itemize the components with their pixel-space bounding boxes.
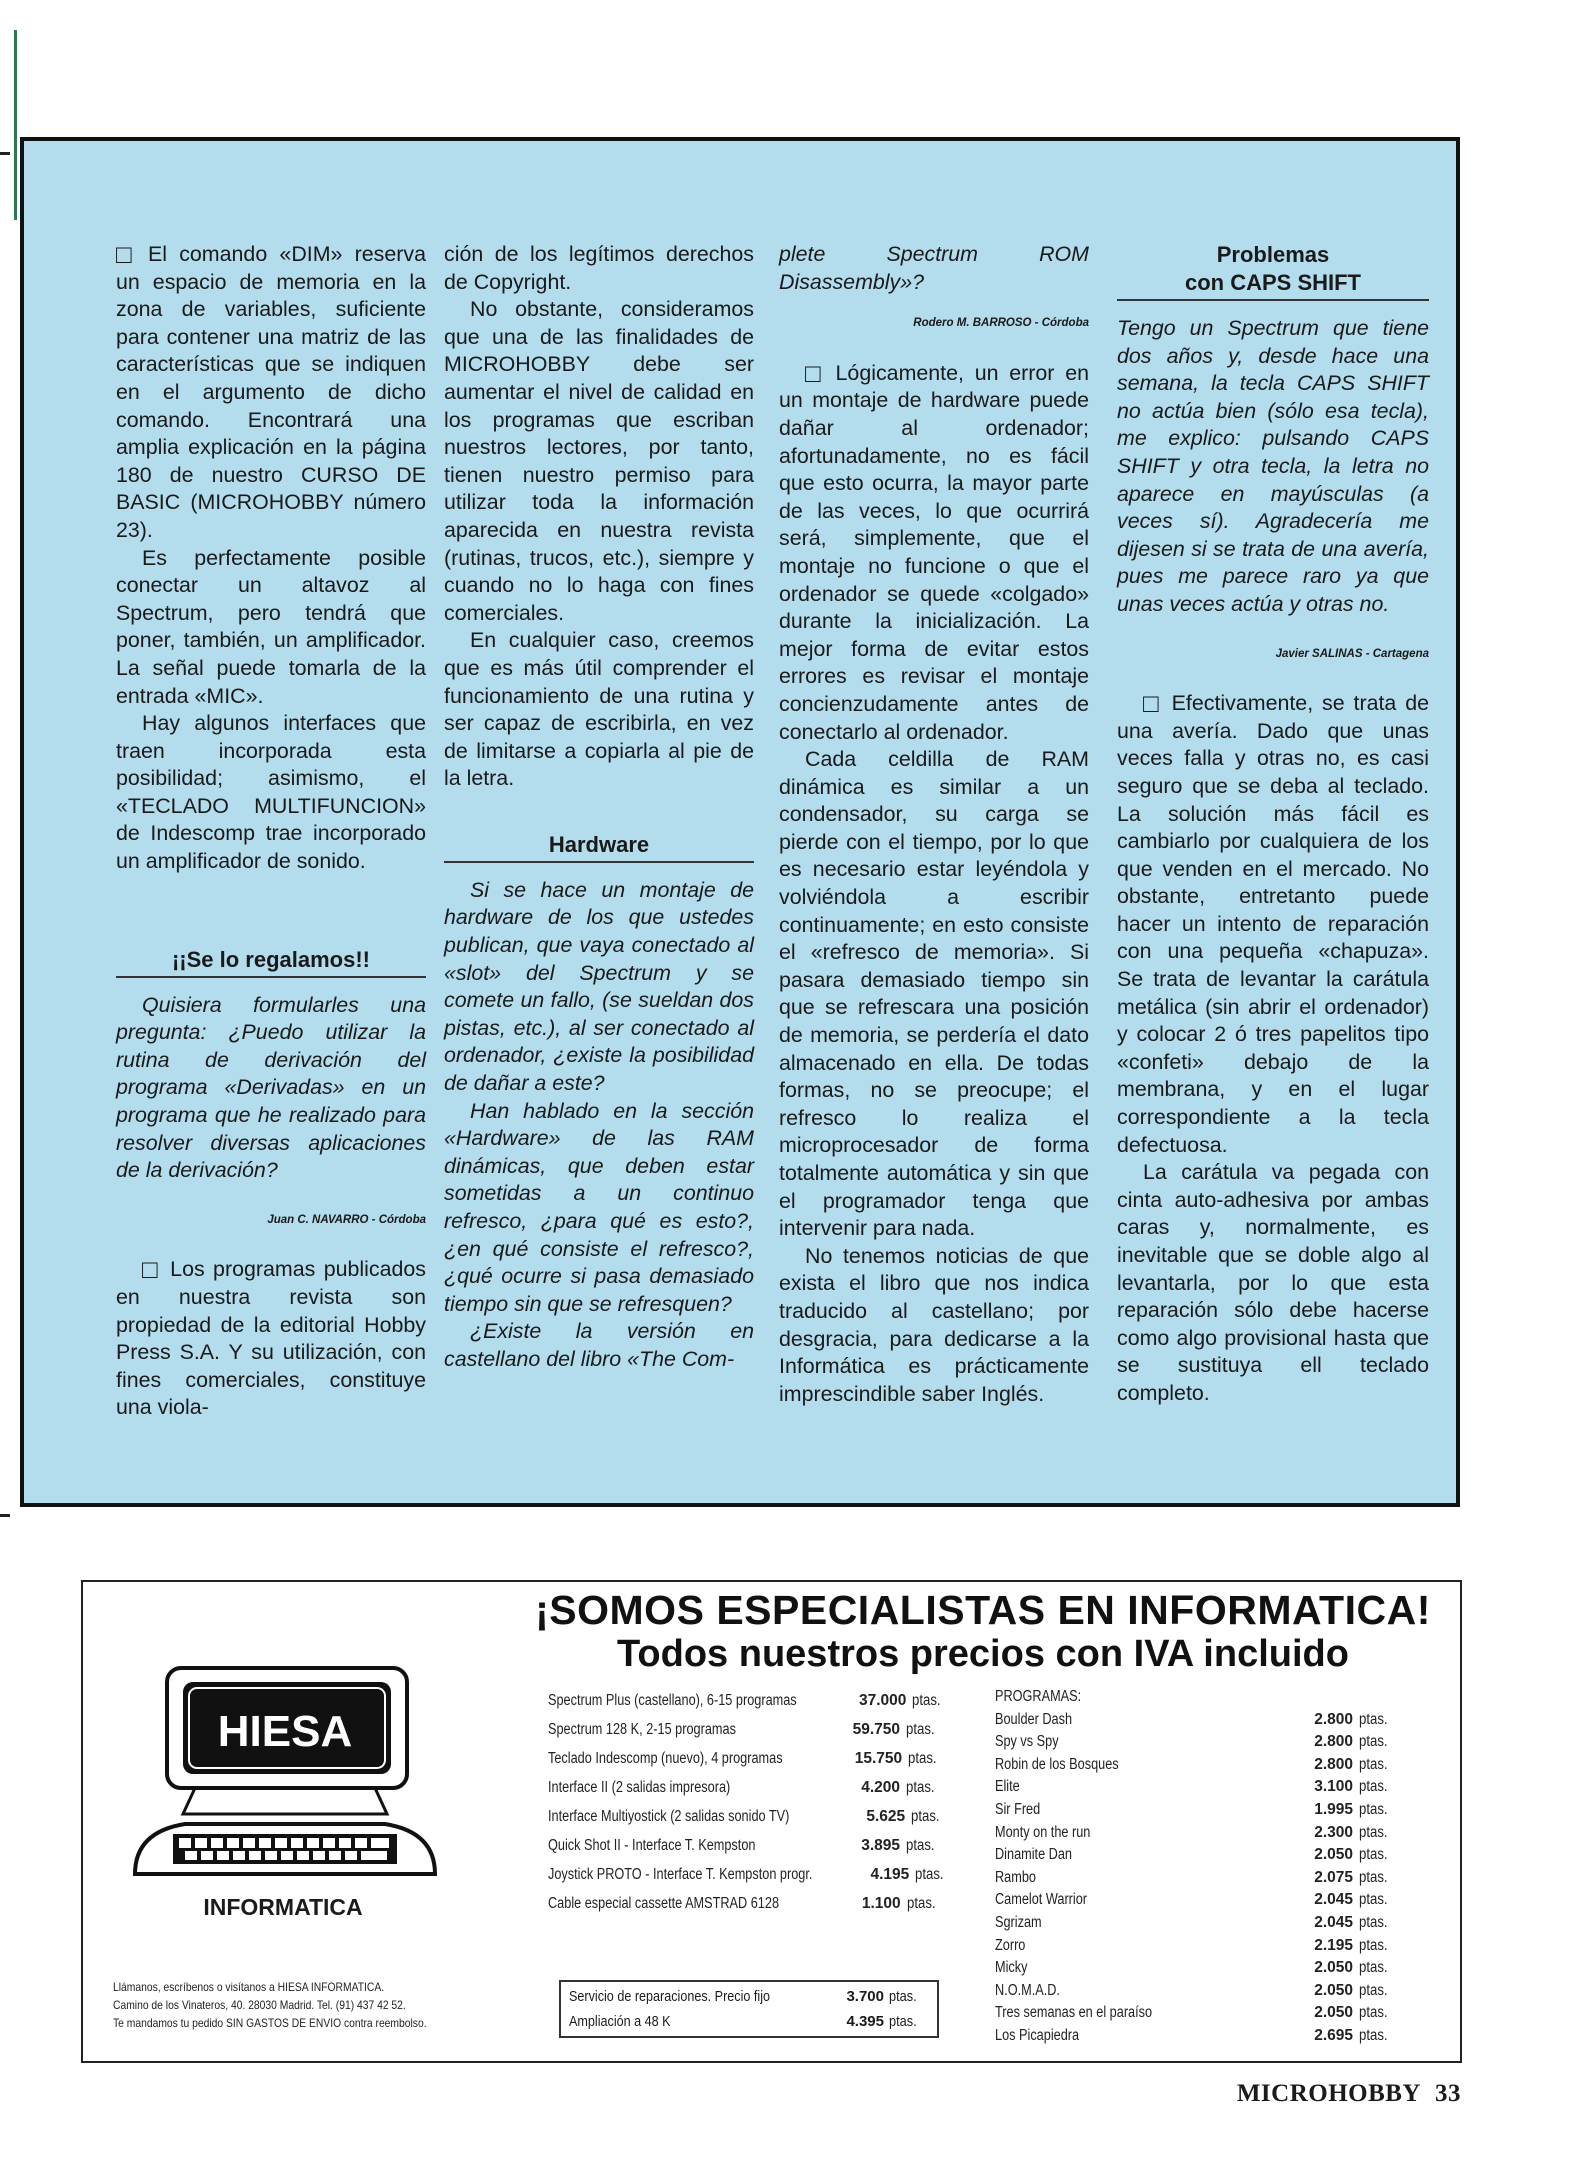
reader-question: plete Spectrum ROM Disassembly»? (779, 242, 1089, 294)
product-price: 3.700 (846, 1988, 884, 2005)
price-row (995, 1731, 1395, 1754)
product-name: Los Picapiedra (995, 2026, 1080, 2044)
price-unit: ptas. (1359, 1891, 1388, 1909)
product-price: 2.300 (1314, 1823, 1353, 1841)
section-heading: ¡¡Se lo regalamos!! (116, 946, 426, 978)
programs-price-list (995, 1686, 1395, 2048)
magazine-name: MICROHOBBY (1236, 2080, 1421, 2107)
price-unit: ptas. (912, 1692, 941, 1709)
price-row (995, 1754, 1395, 1777)
reader-question: Tengo un Spectrum que tiene dos años y, desde hace una semana, la tecla CAPS SHIFT no actúa bien (sólo esa tecla), me explico: pulsando CAPS SHIFT y otra tecla, la letra no aparece en mayúsculas (a veces sí). Agradecería me dijesen si se trata de una avería, pues me parece raro ya que unas veces actúa y otras no. (1117, 316, 1429, 616)
hiesa-advertisement (81, 1580, 1462, 2063)
price-row (995, 1867, 1395, 1890)
product-name: Spectrum 128 K, 2-15 programas (548, 1721, 736, 1738)
answer-paragraph: □ Efectivamente, se trata de una avería. Dado que unas veces falla y otras no, es casi seguro que se deba al teclado. La solución más fácil es cambiarlo por cualquiera de los que venden en el mercado. No obstante, entretanto puede hacer un intento de reparación con una pequeña «chapuza». Se trata de levantar la carátula metálica (sin abrir el ordenador) y colocar 2 ó tres papelitos tipo «confeti» debajo de la membrana, y en el lugar correspondiente a la tecla defectuosa. (1117, 690, 1429, 1159)
reader-signature: Rodero M. BARROSO - Córdoba (913, 317, 1089, 330)
product-name: Cable especial cassette AMSTRAD 6128 (548, 1895, 780, 1912)
reader-signature: Javier SALINAS - Cartagena (1275, 647, 1429, 660)
price-row (995, 1935, 1395, 1958)
price-row (548, 1773, 946, 1802)
price-row (995, 1844, 1395, 1867)
price-row (548, 1860, 946, 1889)
product-name: Micky (995, 1959, 1028, 1977)
reader-signature: Juan C. NAVARRO - Córdoba (267, 1213, 426, 1226)
price-unit: ptas. (1359, 1981, 1388, 1999)
reader-question: Han hablado en la sección «Hardware» de las RAM dinámicas, que deben estar sometidas a un continuo refresco, ¿para qué es esto?, ¿en qué consiste el refresco?, ¿qué ocurre si pasa demasiado tiempo sin que se refresquen? (444, 1098, 754, 1316)
price-unit: ptas. (1359, 1755, 1388, 1773)
price-row (995, 1776, 1395, 1799)
price-unit: ptas. (906, 1779, 935, 1796)
price-row (548, 1686, 946, 1715)
price-row (548, 1831, 946, 1860)
price-row (548, 1744, 946, 1773)
product-name: Monty on the run (995, 1823, 1091, 1841)
section-heading-line-1: Problemas (1216, 242, 1330, 267)
contact-line: Camino de los Vinateros, 40. 28030 Madrid. Tel. (91) 437 42 52. (113, 1998, 406, 2012)
price-unit: ptas. (906, 1837, 935, 1854)
price-unit: ptas. (1359, 1846, 1388, 1864)
product-name: Interface Multiyostick (2 salidas sonido TV) (548, 1808, 790, 1825)
ad-subtitle: Todos nuestros precios con IVA incluido (617, 1633, 1349, 1675)
price-unit: ptas. (1359, 1959, 1388, 1977)
product-price: 1.100 (861, 1895, 901, 1912)
services-box (559, 1980, 939, 2038)
product-name: Joystick PROTO - Interface T. Kempston progr. (548, 1866, 813, 1883)
answer-paragraph: La carátula va pegada con cinta auto-adhesiva por ambas caras y, normalmente, es inevitable que se doble algo al levantarla, por lo que esta reparación sólo debe hacerse como algo provisional hasta que se sustituya ell teclado completo. (1117, 1160, 1429, 1405)
answer-paragraph: No tenemos noticias de que exista el libro que nos indica traducido al castellano; por desgracia, para dedicarse a la Informática es prácticamente imprescindible saber Inglés. (779, 1243, 1089, 1406)
product-price: 59.750 (852, 1721, 900, 1738)
answer-paragraph: En cualquier caso, creemos que es más útil comprender el funcionamiento de una rutina y ser capaz de escribirla, en vez de limitarse a copiarla al pie de la letra. (444, 628, 754, 791)
answer-paragraph: Hay algunos interfaces que traen incorporada esta posibilidad; asimismo, el «TECLADO MULTIFUNCION» de Indescomp trae incorporado un amplificador de sonido. (116, 711, 426, 874)
contact-line: Llámanos, escríbenos o visítanos a HIESA INFORMATICA. (113, 1980, 385, 1994)
answer-paragraph: No obstante, consideramos que una de las finalidades de MICROHOBBY debe ser aumentar el nivel de calidad en los programas que escriban nuestros lectores, por tanto, tienen nuestro permiso para utilizar toda la información aparecida en nuestra revista (rutinas, trucos, etc.), siempre y cuando no lo haga con fines comerciales. (444, 297, 754, 625)
letters-column-4 (1117, 241, 1429, 1408)
hardware-price-list (548, 1686, 946, 1918)
price-unit: ptas. (1359, 2026, 1388, 2044)
edge-tick (0, 152, 10, 155)
section-heading (1117, 241, 1429, 301)
price-unit: ptas. (1359, 2004, 1388, 2022)
contact-info (113, 1978, 427, 2032)
product-price: 3.895 (861, 1837, 900, 1854)
price-unit: ptas. (1359, 1936, 1388, 1954)
price-unit: ptas. (889, 2013, 917, 2030)
product-name: Spy vs Spy (995, 1733, 1059, 1751)
product-name: Spectrum Plus (castellano), 6-15 programas (548, 1692, 797, 1709)
ad-title: ¡SOMOS ESPECIALISTAS EN INFORMATICA! (535, 1587, 1431, 1633)
price-row (995, 1799, 1395, 1822)
price-unit: ptas. (906, 1895, 936, 1912)
product-price: 2.050 (1314, 1981, 1353, 1999)
product-name: Zorro (995, 1936, 1026, 1954)
reader-question: Quisiera formularles una pregunta: ¿Puedo utilizar la rutina de derivación del programa «Derivadas» en un programa que he realizado para resolver diversas aplicaciones de la derivación? (116, 992, 426, 1183)
price-unit: ptas. (911, 1808, 940, 1825)
product-price: 2.045 (1314, 1891, 1353, 1909)
product-price: 2.800 (1314, 1755, 1353, 1773)
letters-column-3 (779, 241, 1089, 1408)
product-name: Servicio de reparaciones. Precio fijo (569, 1988, 771, 2005)
reader-question: Si se hace un montaje de hardware de los que ustedes publican, que vaya conectado al «slot» del Spectrum y se comete un fallo, (se sueldan dos pistas, etc.), al ser conectado al ordenador, ¿existe la posibilidad de dañar a este? (444, 877, 754, 1096)
reader-question: ¿Existe la versión en castellano del libro «The Com- (444, 1319, 754, 1371)
product-name: Quick Shot II - Interface T. Kempston (548, 1837, 756, 1854)
price-row (548, 1715, 946, 1744)
price-unit: ptas. (1359, 1823, 1388, 1841)
letters-column-2 (444, 241, 754, 1374)
logo-caption: INFORMATICA (203, 1894, 363, 1920)
page-edge-line (14, 30, 17, 220)
price-row (995, 1709, 1395, 1732)
product-name: N.O.M.A.D. (995, 1981, 1060, 1999)
logo-text: HIESA (217, 1707, 353, 1756)
price-unit: ptas. (889, 1988, 917, 2005)
price-row (548, 1802, 946, 1831)
product-name: Tres semanas en el paraíso (995, 2004, 1153, 2022)
product-name: Ampliación a 48 K (569, 2013, 671, 2030)
price-row (995, 2002, 1395, 2025)
price-unit: ptas. (1359, 1733, 1388, 1751)
product-price: 4.195 (870, 1866, 910, 1883)
product-name: Sgrizam (995, 1913, 1042, 1931)
product-name: Dinamite Dan (995, 1846, 1073, 1864)
page-number: 33 (1435, 2080, 1461, 2107)
edge-tick (0, 1514, 10, 1517)
price-row (995, 1957, 1395, 1980)
price-unit: ptas. (1359, 1913, 1388, 1931)
product-name: Camelot Warrior (995, 1891, 1088, 1909)
product-price: 3.100 (1314, 1778, 1353, 1796)
product-price: 4.395 (846, 2013, 884, 2030)
product-name: Boulder Dash (995, 1710, 1073, 1728)
price-unit: ptas. (915, 1866, 944, 1883)
product-price: 15.750 (854, 1750, 903, 1767)
section-heading: Hardware (444, 831, 754, 863)
product-price: 1.995 (1314, 1800, 1353, 1818)
price-unit: ptas. (1359, 1710, 1388, 1728)
letters-section (20, 137, 1460, 1507)
programs-header: PROGRAMAS: (995, 1688, 1082, 1705)
product-price: 2.050 (1314, 1846, 1353, 1864)
product-price: 2.800 (1314, 1733, 1353, 1751)
page-footer (1237, 2080, 1461, 2108)
price-row (548, 1889, 946, 1918)
product-price: 37.000 (858, 1692, 907, 1709)
product-name: Elite (995, 1778, 1020, 1796)
answer-paragraph: □ Los programas publicados en nuestra revista son propiedad de la editorial Hobby Press S.A. Y su utilización, con fines comerciales, constituye una viola- (116, 1256, 426, 1422)
answer-paragraph: □ El comando «DIM» reserva un espacio de memoria en la zona de variables, suficiente para contener una matriz de las características que se indiquen en el argumento de dicho comando. Encontrará una amplia explicación en la página 180 de nuestro CURSO DE BASIC (MICROHOBBY número 23). (116, 241, 426, 545)
product-price: 2.050 (1314, 2004, 1353, 2022)
product-price: 2.045 (1314, 1913, 1353, 1931)
answer-paragraph: □ Lógicamente, un error en un montaje de hardware puede dañar al ordenador; afortunadamente, no es fácil que esto ocurra, la mayor parte de las veces, lo que ocurrirá será, simplemente, que el montaje no funcione o que el ordenador se quede «colgado» durante la inicialización. La mejor forma de evitar estos errores es revisar el montaje concienzudamente antes de conectarlo al ordenador. (779, 360, 1089, 746)
product-price: 4.200 (861, 1779, 900, 1796)
product-price: 2.800 (1314, 1710, 1353, 1728)
product-price: 2.695 (1314, 2026, 1353, 2044)
price-row (995, 1889, 1395, 1912)
product-price: 2.075 (1314, 1868, 1353, 1886)
product-name: Interface II (2 salidas impresora) (548, 1779, 731, 1796)
price-row (995, 2025, 1395, 2048)
product-name: Robin de los Bosques (995, 1755, 1119, 1773)
product-name: Rambo (995, 1868, 1036, 1886)
answer-paragraph: Cada celdilla de RAM dinámica es similar a un condensador, su carga se pierde con el tiempo, por lo que es necesario estar leyéndola y volviéndola a escribir continuamente; en esto consiste el «refresco de memoria». Si pasara demasiado tiempo sin que se refrescara una posición de memoria, se perdería el dato almacenado en ella. De todas formas, no se preocupe; el refresco lo realiza el microprocesador de forma totalmente automática y sin que el programador tenga que intervenir para nada. (779, 747, 1089, 1241)
product-price: 5.625 (866, 1808, 906, 1825)
price-row (995, 1822, 1395, 1845)
price-row (995, 1912, 1395, 1935)
answer-paragraph: Es perfectamente posible conectar un altavoz al Spectrum, pero tendrá que poner, también, un amplificador. La señal puede tomarla de la entrada «MIC». (116, 545, 426, 708)
product-price: 2.050 (1314, 1959, 1353, 1977)
price-unit: ptas. (906, 1721, 935, 1738)
product-name: Teclado Indescomp (nuevo), 4 programas (548, 1750, 783, 1767)
contact-line: Te mandamos tu pedido SIN GASTOS DE ENVIO contra reembolso. (113, 2016, 427, 2030)
price-unit: ptas. (1359, 1778, 1388, 1796)
section-heading-line-2: con CAPS SHIFT (1184, 270, 1361, 295)
price-row (995, 1980, 1395, 2003)
price-row (569, 1984, 929, 2009)
product-name: Sir Fred (995, 1800, 1041, 1818)
answer-paragraph: ción de los legítimos derechos de Copyright. (444, 242, 754, 294)
price-unit: ptas. (1359, 1868, 1388, 1886)
price-unit: ptas. (1359, 1800, 1388, 1818)
letters-column-1 (116, 241, 426, 1422)
product-price: 2.195 (1314, 1936, 1353, 1954)
price-row (569, 2009, 929, 2034)
computer-logo-icon (125, 1664, 445, 1894)
price-unit: ptas. (908, 1750, 937, 1767)
